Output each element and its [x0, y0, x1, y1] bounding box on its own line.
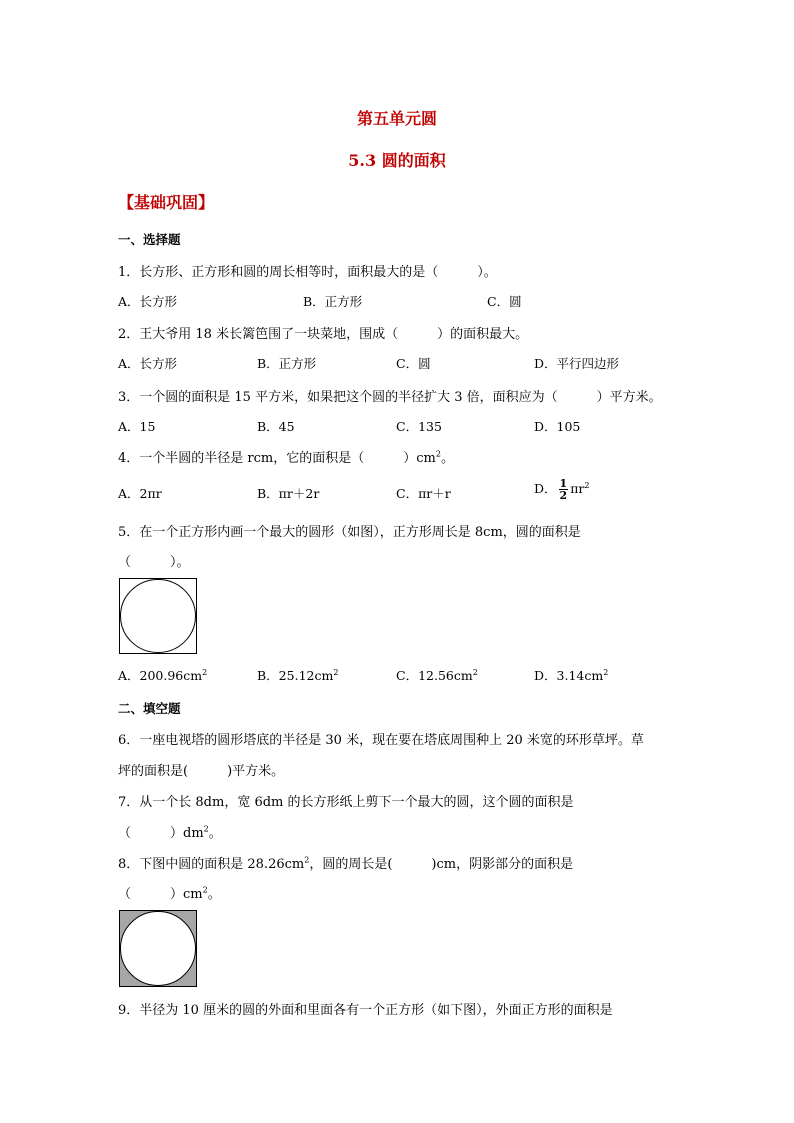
q2-option-a: A．长方形 — [118, 356, 178, 371]
q1-option-a: A．长方形 — [118, 294, 178, 309]
question-7-line2: （ ）$dm^2$。 — [118, 824, 222, 841]
question-5-line2: （ ）。 — [118, 555, 190, 570]
q2-option-b: B．正方形 — [257, 356, 317, 371]
q5-option-a: A．$200.96cm^2$ — [118, 667, 208, 683]
fraction-one-half: $\frac{1}{2}$ — [559, 477, 568, 502]
question-5: 5．在一个正方形内画一个最大的圆形（如图），正方形周长是 8cm，圆的面积是 — [118, 525, 581, 540]
q4-option-d: D． $\frac{1}{2}$ $\pi r^2$ — [534, 477, 590, 502]
part2-heading: 二、填空题 — [118, 701, 181, 716]
q3-option-c: C．135 — [396, 419, 442, 434]
part1-heading: 一、选择题 — [118, 232, 181, 247]
q4-option-b: B．πr＋2r — [257, 486, 320, 501]
q4-option-a: A．2πr — [118, 486, 162, 501]
question-2: 2．王大爷用 18 米长篱笆围了一块菜地，围成（ ）的面积最大。 — [118, 327, 529, 342]
lesson-title: 5.3 圆的面积 — [348, 151, 446, 170]
inscribed-circle — [121, 580, 196, 653]
white-circle — [121, 912, 196, 986]
q1-option-b: B．正方形 — [303, 294, 363, 309]
question-1: 1．长方形、正方形和圆的周长相等时，面积最大的是（ ）。 — [118, 265, 497, 280]
question-8-line2: （ ）$cm^2$。 — [118, 885, 221, 902]
q5-option-d: D．$3.14cm^2$ — [534, 667, 609, 683]
square-with-inscribed-circle-figure — [119, 578, 197, 654]
q1-option-c: C．圆 — [487, 294, 522, 309]
question-6-line2: 坪的面积是( )平方米。 — [118, 764, 285, 779]
q3-option-d: D．105 — [534, 419, 581, 434]
shaded-square-circle-figure — [119, 910, 197, 987]
question-6: 6．一座电视塔的圆形塔底的半径是 30 米，现在要在塔底周围种上 20 米宽的环形草坪。草 — [118, 733, 644, 748]
q5-option-b: B．$25.12cm^2$ — [257, 667, 339, 683]
q2-option-d: D．平行四边形 — [534, 356, 620, 371]
question-8: 8．下图中圆的面积是 $28.26cm^2$，圆的周长是( )cm，阴影部分的面积是 — [118, 855, 574, 872]
question-4: 4．一个半圆的半径是 rcm，它的面积是（ ）$cm^2$。 — [118, 449, 454, 466]
q3-option-a: A．15 — [118, 419, 156, 434]
question-7: 7．从一个长 8dm，宽 6dm 的长方形纸上剪下一个最大的圆，这个圆的面积是 — [118, 795, 574, 810]
q4-option-c: C．πr＋r — [396, 486, 451, 501]
section-label: 【基础巩固】 — [118, 193, 215, 212]
q2-option-c: C．圆 — [396, 356, 431, 371]
q3-option-b: B．45 — [257, 419, 295, 434]
question-9: 9．半径为 10 厘米的圆的外面和里面各有一个正方形（如下图），外面正方形的面积是 — [118, 1003, 613, 1018]
unit-title: 第五单元圆 — [356, 109, 437, 128]
question-3: 3．一个圆的面积是 15 平方米，如果把这个圆的半径扩大 3 倍，面积应为（ ）平方米。 — [118, 390, 662, 405]
q5-option-c: C．$12.56cm^2$ — [396, 667, 478, 683]
